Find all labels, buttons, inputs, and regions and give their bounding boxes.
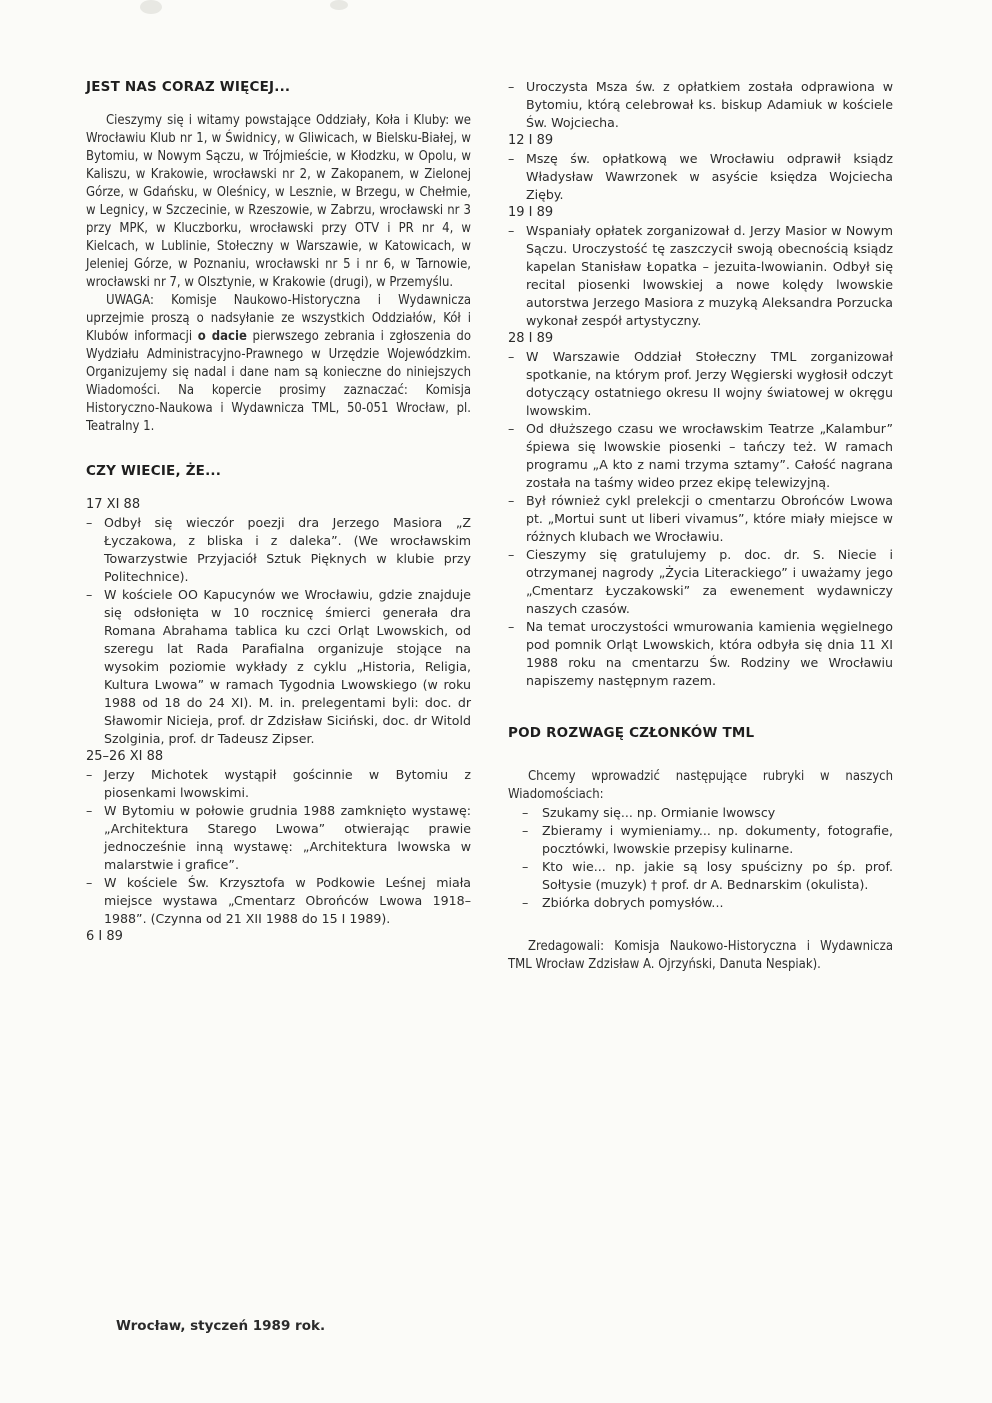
item-text: Jerzy Michotek wystąpił gościnnie w Bytomiu z piosenkami lwowskimi. [104, 767, 471, 800]
item-text: Od dłuższego czasu we wrocławskim Teatrze „Kalambur” śpiewa się lwowskie piosenki – tańczy też. W ramach programu „A kto z nami trzyma sztamy”. Całość nagrana została na taśmy wideo przez ekipę telewizyjną. [526, 421, 893, 490]
date-label: 28 I 89 [508, 331, 554, 346]
dash-mark: – [508, 79, 515, 94]
list-item [508, 492, 893, 546]
list-item [508, 78, 893, 132]
item-text: Na temat uroczystości wmurowania kamienia węgielnego pod pomnik Orląt Lwowskich, która odbyła się dnia 11 XI 1988 roku na cmentarzu Św. Rodziny we Wrocławiu napiszemy następnym razem. [526, 619, 893, 688]
list-item [508, 420, 893, 492]
item-text: Wspaniały opłatek zorganizował d. Jerzy Masior w Nowym Sączu. Uroczystość tę zaszczycił swoją obecnością ksiądz kapelan Stanisław Łopatka – jezuita-lwowianin. Odbył się recital piosenki lwowskiej a nowe kolędy lwowskie autorstwa Jerzego Masiora z muzyką Aleksandra Porzucka wykonał zespół artystyczny. [526, 223, 893, 328]
dash-mark: – [508, 619, 515, 634]
dash-mark: – [86, 515, 93, 530]
list-item [508, 222, 893, 330]
item-text: Szukamy się... np. Ormianie lwowscy [542, 805, 776, 820]
list-item [508, 150, 893, 204]
dash-mark: – [508, 493, 515, 508]
list-item [86, 514, 471, 586]
date-label: 17 XI 88 [86, 497, 141, 512]
rubric-item [508, 858, 893, 894]
section-heading-members: JEST NAS CORAZ WIĘCEJ... [86, 79, 291, 95]
dash-mark: – [86, 767, 93, 782]
item-text: W Warszawie Oddział Stołeczny TML zorganizował spotkanie, na którym prof. Jerzy Węgierski wygłosił odczyt dotyczący ostatniego okresu II wojny światowej w okręgu lwowskim. [526, 349, 893, 418]
dash-mark: – [522, 859, 529, 874]
item-text: W kościele OO Kapucynów we Wrocławiu, gdzie znajduje się odsłonięta w 10 rocznicę śmierci generała dra Romana Abrahama tablica ku czci Orląt Lwowskich, od szeregu lat Rada Parafialna organizuje stojące na wysokim poziomie wykłady z cyklu „Historia, Religia, Kultura Lwowa” w ramach Tygodnia Lwowskiego (w roku 1988 od 18 do 24 XI). M. in. prelegentami byli: doc. dr Sławomir Nicieja, prof. dr Zdzisław Siciński, doc. dr Witold Szolginia, prof. dr Tadeusz Zipser. [104, 587, 471, 746]
dash-mark: – [86, 803, 93, 818]
item-text: Zbieramy i wymieniamy... np. dokumenty, fotografie, pocztówki, lwowskie przepisy kulinarne. [542, 823, 893, 856]
item-text: Kto wie... np. jakie są losy spuścizny po śp. prof. Sołtysie (muzyk) † prof. dr A. Bednarskim (okulista). [542, 859, 893, 892]
item-text: Zbiórka dobrych pomysłów... [542, 895, 724, 910]
footer-place-date: Wrocław, styczeń 1989 rok. [116, 1318, 326, 1334]
editors-credit: Zredagowali: Komisja Naukowo-Historyczna i Wydawnicza TML Wrocław Zdzisław A. Ojrzyński, Danuta Nespiak). [508, 939, 893, 972]
dash-mark: – [508, 421, 515, 436]
dash-mark: – [508, 547, 515, 562]
dash-mark: – [522, 805, 529, 820]
item-text: W Bytomiu w połowie grudnia 1988 zamknięto wystawę: „Architektura Starego Lwowa” otwierając prawie jednocześnie inną wystawę: „Architektura lwowska w malarstwie i grafice”. [104, 803, 471, 872]
item-text: Cieszymy się gratulujemy p. doc. dr. S. Niecie i otrzymanej nagrody „Życia Literackiego” i uważamy jego „Cmentarz Łyczakowski” za ewenement wydawniczy naszych czasów. [526, 547, 893, 616]
rubric-item [508, 822, 893, 858]
dash-mark: – [508, 349, 515, 364]
item-text: Był również cykl prelekcji o cmentarzu Obrońców Lwowa pt. „Mortui sunt ut liberi vivamus”, które miały miejsce w różnych klubach we Wrocławiu. [526, 493, 893, 544]
dash-mark: – [508, 223, 515, 238]
dash-mark: – [508, 151, 515, 166]
list-item [508, 618, 893, 690]
dash-mark: – [522, 823, 529, 838]
date-label: 6 I 89 [86, 929, 123, 944]
list-item [508, 546, 893, 618]
date-label: 12 I 89 [508, 133, 554, 148]
list-item [86, 766, 471, 802]
list-item [508, 348, 893, 420]
item-text: W kościele Św. Krzysztofa w Podkowie Leśnej miała miejsce wystawa „Cmentarz Obrońców Lwowa 1918–1988”. (Czynna od 21 XII 1988 do 15 I 1989). [104, 875, 471, 926]
dash-mark: – [86, 587, 93, 602]
right-column [508, 78, 893, 974]
item-text: Odbył się wieczór poezji dra Jerzego Masiora „Z Łyczakowa, z bliska i z daleka”. (We wrocławskim Towarzystwie Przyjaciół Sztuk Pięknych w klubie przy Politechnice). [104, 515, 471, 584]
item-text: Mszę św. opłatkową we Wrocławiu odprawił ksiądz Władysław Wawrzonek w asyście księdza Wojciecha Zięby. [526, 151, 893, 202]
paper-smudge [140, 0, 162, 14]
item-text: Uroczysta Msza św. z opłatkiem została odprawiona w Bytomiu, którą celebrował ks. biskup Adamiuk w kościele Św. Wojciecha. [526, 79, 893, 130]
paper-smudge [330, 0, 348, 10]
list-item [86, 802, 471, 874]
notice-text-start: UWAGA: Komisje Naukowo-Historyczna i Wydawnicza uprzejmie proszą o nadsyłanie ze wszystkich Oddziałów, Kół i Klubów informacji [86, 293, 471, 344]
list-item [86, 874, 471, 928]
notice-text-end: pierwszego zebrania i zgłoszenia do Wydziału Administracyjno-Prawnego w Urzędzie Wojewódzkim. Organizujemy się nadal i dane nam są konieczne do niniejszych Wiadomości. Na kopercie prosimy zaznaczać: Komisja Historyczno-Naukowa i Wydawnicza TML, 50-051 Wrocław, pl. Teatralny 1. [86, 329, 472, 434]
rubric-item [508, 804, 893, 822]
section-heading-for-members: POD ROZWAGĘ CZŁONKÓW TML [508, 725, 755, 741]
intro-paragraph: Cieszymy się i witamy powstające Oddziały, Koła i Kluby: we Wrocławiu Klub nr 1, w Świdnicy, w Gliwicach, w Bielsku-Białej, w Bytomiu, w Nowym Sączu, w Trójmieście, w Kłodzku, w Opolu, w Kaliszu, w Krakowie, wrocławski nr 2, w Zakopanem, w Zielonej Górze, w Gdańsku, w Oleśnicy, w Lesznie, w Brzegu, w Chełmie, w Legnicy, w Szczecinie, w Rzeszowie, w Zabrzu, wrocławski nr 3 przy MPK, w Kluczborku, wrocławski przy OTV i PR nr 4, w Kielcach, w Lublinie, Stołeczny w Warszawie, w Katowicach, w Jeleniej Górze, w Poznaniu, wrocławski nr 5 i nr 6, w Tarnowie, wrocławski nr 7, w Olsztynie, w Krakowie (drugi), w Przemyślu. [86, 113, 471, 290]
list-item [86, 586, 471, 748]
dash-mark: – [86, 875, 93, 890]
rubrics-intro: Chcemy wprowadzić następujące rubryki w naszych Wiadomościach: [508, 769, 893, 802]
date-label: 19 I 89 [508, 205, 554, 220]
left-column [86, 78, 471, 946]
section-heading-did-you-know: CZY WIECIE, ŻE... [86, 463, 222, 479]
notice-paragraph [86, 292, 471, 436]
date-label: 25–26 XI 88 [86, 749, 164, 764]
rubric-item [508, 894, 893, 912]
dash-mark: – [522, 895, 529, 910]
notice-bold-text: o dacie [197, 329, 247, 344]
